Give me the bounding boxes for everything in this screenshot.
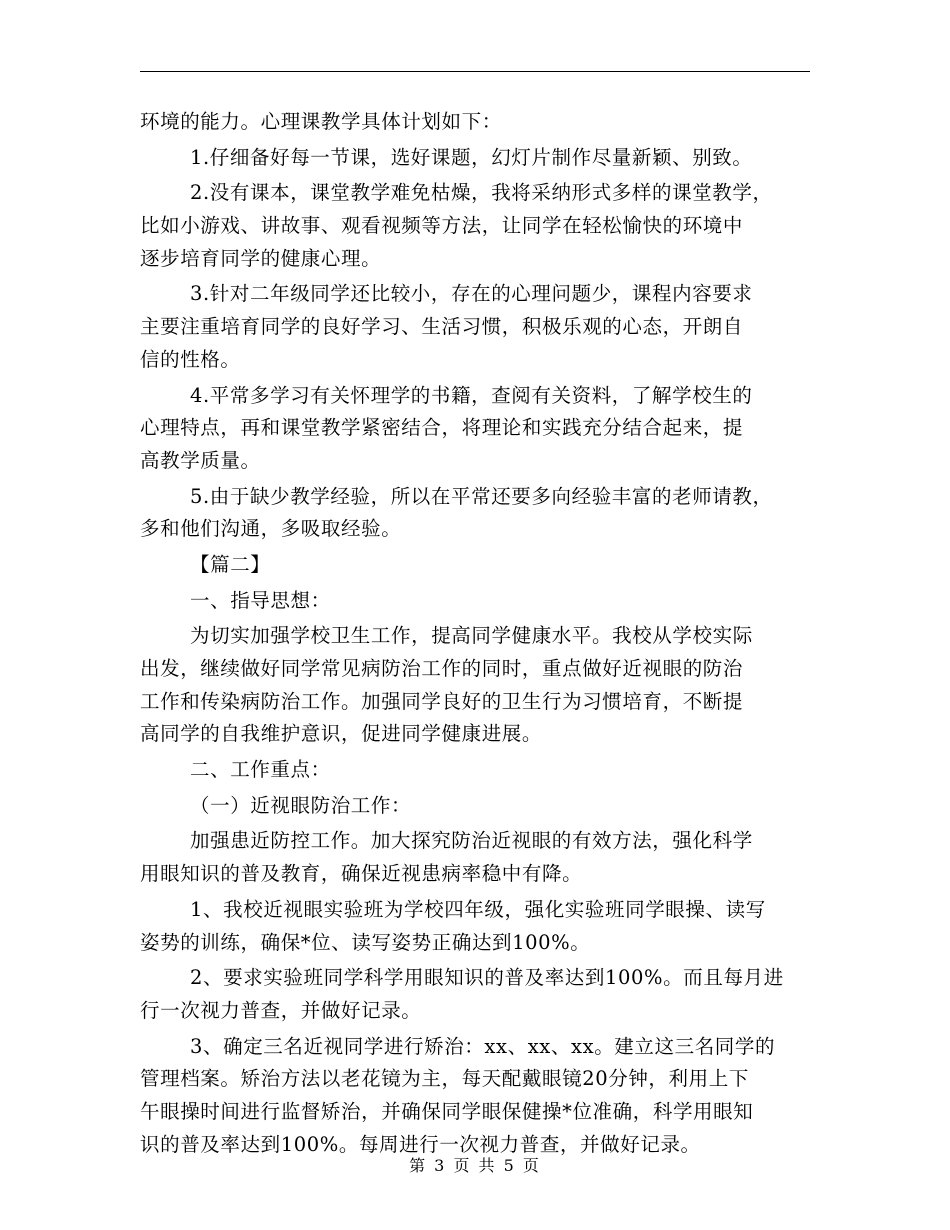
text-line: 工作和传染病防治工作。加强同学良好的卫生行为习惯培育，不断提 [140,689,744,713]
text-line: 4.平常多学习有关怀理学的书籍，查阅有关资料，了解学校生的 [190,383,753,407]
text-line: 主要注重培育同学的良好学习、生活习惯，积极乐观的心态，开朗自 [140,315,744,339]
header-rule [140,71,810,72]
text-line: 2.没有课本，课堂教学难免枯燥，我将采纳形式多样的课堂教学， [190,181,773,205]
text-line: 2、要求实验班同学科学用眼知识的普及率达到100%。而且每月进 [190,966,784,990]
text-line: 1、我校近视眼实验班为学校四年级，强化实验班同学眼操、读写 [190,897,766,921]
text-line: 高教学质量。 [140,448,261,472]
text-line: 1.仔细备好每一节课，选好课题，幻灯片制作尽量新颖、别致。 [190,145,753,169]
text-line: 为切实加强学校卫生工作，提高同学健康水平。我校从学校实际 [190,624,753,648]
text-line: 【篇二】 [190,552,271,576]
text-line: 一、指导思想： [190,588,331,612]
text-line: 心理特点，再和课堂教学紧密结合，将理论和实践充分结合起来，提 [140,416,744,440]
text-line: 姿势的训练，确保*位、读写姿势正确达到100%。 [140,930,591,954]
text-line: 出发，继续做好同学常见病防治工作的同时，重点做好近视眼的防治 [140,657,744,680]
text-line: 信的性格。 [140,347,241,371]
text-line: （一）近视眼防治工作： [190,793,412,817]
text-line: 二、工作重点： [190,758,331,782]
document-body [140,106,810,1161]
text-line: 比如小游戏、讲故事、观看视频等方法，让同学在轻松愉快的环境中 [140,214,744,238]
page-footer: 第 3 页 共 5 页 [409,1156,541,1175]
text-line: 午眼操时间进行监督矫治，并确保同学眼保健操*位准确，科学用眼知 [140,1099,754,1123]
text-line: 行一次视力普查，并做好记录。 [140,998,422,1022]
text-line: 环境的能力。心理课教学具体计划如下： [140,110,502,133]
text-line: 管理档案。矫治方法以老花镜为主，每天配戴眼镜20分钟，利用上下 [140,1067,749,1091]
text-line: 加强患近防控工作。加大探究防治近视眼的有效方法，强化科学 [190,829,753,853]
text-line: 3、确定三名近视同学进行矫治：xx、xx、xx。建立这三名同学的 [190,1034,776,1058]
text-line: 逐步培育同学的健康心理。 [140,246,382,270]
text-line: 多和他们沟通，多吸取经验。 [140,517,402,541]
text-line: 3.针对二年级同学还比较小，存在的心理问题少，课程内容要求 [190,282,753,306]
text-line: 用眼知识的普及教育，确保近视患病率稳中有降。 [140,862,583,886]
text-line: 5.由于缺少教学经验，所以在平常还要多向经验丰富的老师请教， [190,484,773,508]
text-line: 识的普及率达到100%。每周进行一次视力普查，并做好记录。 [140,1132,701,1156]
text-line: 高同学的自我维护意识，促进同学健康进展。 [140,722,543,746]
